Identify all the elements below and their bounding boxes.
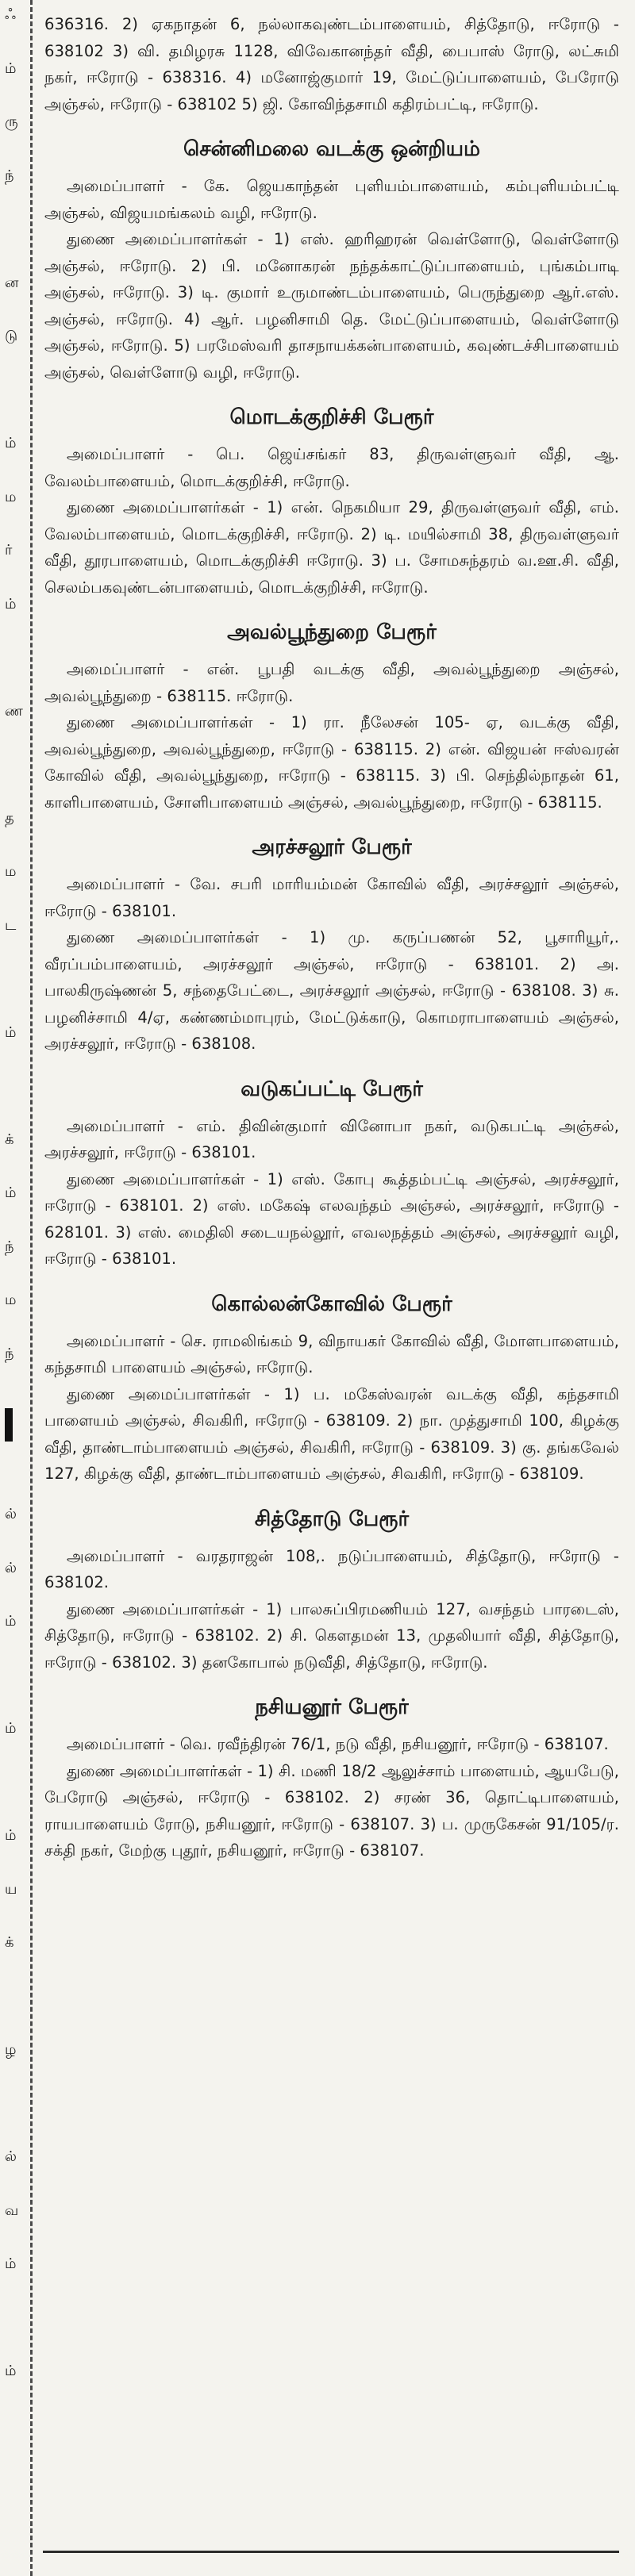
left-column-fragment: ரு bbox=[5, 113, 18, 130]
section-heading: அரச்சலூர் பேரூர் bbox=[252, 835, 412, 859]
left-column-fragment: ல் bbox=[5, 1506, 17, 1522]
left-column-fragment: ஃ bbox=[5, 6, 17, 23]
organizer-paragraph: அமைப்பாளர் - கே. ஜெயகாந்தன் புளியம்பாளையம், கம்புளியம்பட்டி அஞ்சல், விஜயமங்கலம் வழி, ஈரோடு. bbox=[44, 177, 619, 222]
left-column-fragment: ம் bbox=[5, 1613, 17, 1630]
section-heading: சென்னிமலை வடக்கு ஒன்றியம் bbox=[183, 137, 480, 161]
left-column-fragment: ம் bbox=[5, 435, 17, 451]
column-marker-bar bbox=[5, 1408, 13, 1442]
left-column-fragment: ட bbox=[5, 916, 17, 934]
section-heading: மொடக்குறிச்சி பேரூர் bbox=[229, 405, 434, 429]
organizer-paragraph: அமைப்பாளர் - வே. சபரி மாரியம்மன் கோவில் வீதி, அரச்சலூர் அஞ்சல், ஈரோடு - 638101. bbox=[44, 875, 619, 920]
left-column-fragment: ல் bbox=[5, 1559, 17, 1576]
left-column-fragment: ம் bbox=[5, 1827, 17, 1844]
left-column-fragment: க் bbox=[5, 1131, 14, 1148]
section-heading: நசியனூர் பேரூர் bbox=[255, 1695, 409, 1719]
adjacent-column-fragments bbox=[0, 0, 33, 2576]
left-column-fragment: ய bbox=[5, 1880, 17, 1898]
organizer-paragraph: அமைப்பாளர் - எம். திவின்குமார் வினோபா நகர், வடுகபட்டி அஞ்சல், அரச்சலூர், ஈரோடு - 638101. bbox=[44, 1116, 619, 1161]
left-column-fragment: ம் bbox=[5, 2363, 17, 2379]
left-column-fragment: ந் bbox=[5, 1238, 14, 1255]
left-column-fragment: வ bbox=[5, 2202, 19, 2219]
left-column-fragment: க் bbox=[5, 1934, 14, 1951]
left-column-fragment: ம bbox=[5, 488, 17, 505]
section-heading: வடுகப்பட்டி பேரூர் bbox=[241, 1077, 423, 1101]
left-column-fragment: ந் bbox=[5, 1345, 14, 1362]
article-column bbox=[44, 11, 619, 2534]
left-column-fragment: ம bbox=[5, 863, 17, 880]
left-column-fragment: ந் bbox=[5, 167, 14, 184]
left-column-fragment: ம் bbox=[5, 60, 17, 77]
left-column-fragment: ம் bbox=[5, 595, 17, 612]
organizer-paragraph: அமைப்பாளர் - என். பூபதி வடக்கு வீதி, அவல்பூந்துறை அஞ்சல், அவல்பூந்துறை - 638115. ஈரோடு. bbox=[44, 660, 619, 705]
section-heading: சித்தோடு பேரூர் bbox=[254, 1507, 410, 1531]
organizer-paragraph: அமைப்பாளர் - பெ. ஜெய்சங்கர் 83, திருவள்ளுவர் வீதி, ஆ. வேலம்பாளையம், மொடக்குறிச்சி, ஈரோடு. bbox=[44, 445, 619, 490]
left-column-fragment: ல் bbox=[5, 2148, 17, 2165]
organizer-paragraph: அமைப்பாளர் - செ. ராமலிங்கம் 9, விநாயகர் கோவில் வீதி, மோளபாளையம், கந்தசாமி பாளையம் அஞ்சல், ஈரோடு. bbox=[44, 1331, 619, 1376]
deputy-organizers-paragraph: துணை அமைப்பாளர்கள் - 1) பாலசுப்பிரமணியம் 127, வசந்தம் பாரடைஸ், சித்தோடு, ஈரோடு - 638102. 2) சி. கௌதமன் 13, முதலியார் வீதி, சித்தோடு, ஈரோடு - 638102. 3) தனகோபால் நடுவீதி, சித்தோடு, ஈரோடு. bbox=[44, 1599, 619, 1672]
left-column-fragment: ம் bbox=[5, 1720, 17, 1737]
left-column-fragment: ன bbox=[5, 274, 19, 291]
left-column-fragment: ழ bbox=[5, 2041, 17, 2058]
section-heading: அவல்பூந்துறை பேரூர் bbox=[227, 620, 437, 644]
left-column-fragment: ர் bbox=[5, 542, 13, 559]
organizer-paragraph: அமைப்பாளர் - வரதராஜன் 108,. நடுப்பாளையம், சித்தோடு, ஈரோடு - 638102. bbox=[44, 1546, 619, 1591]
deputy-organizers-paragraph: துணை அமைப்பாளர்கள் - 1) மு. கருப்பணன் 52, பூசாரியூர்,. வீரப்பம்பாளையம், அரச்சலூர் அஞ்சல், ஈரோடு - 638101. 2) அ. பாலகிருஷ்ணன் 5, சந்தைபேட்டை, அரச்சலூர் அஞ்சல், ஈரோடு - 638108. 3) சு. பழனிச்சாமி 4/ஏ, கண்ணம்மாபுரம், மேட்டுக்காடு, கொமராபாளையம் அஞ்சல், அரச்சலூர், ஈரோடு - 638108. bbox=[44, 928, 619, 1053]
left-column-fragment: ம் bbox=[5, 1184, 17, 1201]
left-column-fragment: ம் bbox=[5, 1023, 17, 1041]
deputy-organizers-paragraph: துணை அமைப்பாளர்கள் - 1) ப. மகேஸ்வரன் வடக்கு வீதி, கந்தசாமி பாளையம் அஞ்சல், சிவகிரி, ஈரோடு - 638109. 2) நா. முத்துசாமி 100, கிழக்கு வீதி, தாண்டாம்பாளையம் அஞ்சல், சிவகிரி, ஈரோடு - 638109. 3) கு. தங்கவேல் 127, கிழக்கு வீதி, தாண்டாம்பாளையம் அஞ்சல், சிவகிரி, ஈரோடு - 638109. bbox=[44, 1384, 619, 1483]
left-column-fragment: ண bbox=[5, 702, 23, 720]
deputy-organizers-paragraph: துணை அமைப்பாளர்கள் - 1) எஸ். கோபு கூத்தம்பட்டி அஞ்சல், அரச்சலூர், ஈரோடு - 638101. 2) எஸ். மகேஷ் எலவந்தம் அஞ்சல், அரச்சலூர், ஈரோடு - 628101. 3) எஸ். மைதிலி சடையநல்லூர், எவலநத்தம் அஞ்சல், அரச்சலூர் வழி, ஈரோடு - 638101. bbox=[44, 1169, 619, 1268]
left-column-fragment: ம bbox=[5, 1292, 17, 1308]
left-column-fragment: த bbox=[5, 809, 14, 827]
section-heading: கொல்லன்கோவில் பேரூர் bbox=[211, 1292, 452, 1316]
deputy-organizers-paragraph: துணை அமைப்பாளர்கள் - 1) சி. மணி 18/2 ஆலுச்சாம் பாளையம், ஆயபேடு, பேரோடு அஞ்சல், ஈரோடு - 638102. 2) சரண் 36, தொட்டிபாளையம், ராயபாளையம் ரோடு, நசியனூர், ஈரோடு - 638107. 3) ப. முருகேசன் 91/105/ர. சக்தி நகர், மேற்கு புதூர், நசியனூர், ஈரோடு - 638107. bbox=[44, 1761, 619, 1860]
organizer-paragraph: அமைப்பாளர் - வெ. ரவீந்திரன் 76/1, நடு வீதி, நசியனூர், ஈரோடு - 638107. bbox=[67, 1735, 609, 1753]
deputy-organizers-paragraph: துணை அமைப்பாளர்கள் - 1) எஸ். ஹரிஹரன் வெள்ளோடு, வெள்ளோடு அஞ்சல், ஈரோடு. 2) பி. மனோகரன் நந்தக்காட்டுப்பாளையம், புங்கம்பாடி அஞ்சல், ஈரோடு. 3) டி. குமார் உருமாண்டம்பாளையம், பெருந்துறை ஆர்.எஸ். அஞ்சல், ஈரோடு. 4) ஆர். பழனிசாமி தெ. மேட்டுப்பாளையம், வெள்ளோடு அஞ்சல், ஈரோடு. 5) பரமேஸ்வரி தாசநாயக்கன்பாளையம், கவுண்டச்சிபாளையம் அஞ்சல், வெள்ளோடு வழி, ஈரோடு. bbox=[44, 230, 619, 382]
deputy-organizers-paragraph: துணை அமைப்பாளர்கள் - 1) ரா. நீலேசன் 105- ஏ, வடக்கு வீதி, அவல்பூந்துறை, அவல்பூந்துறை, ஈரோடு - 638115. 2) என். விஜயன் ஈஸ்வரன் கோவில் வீதி, அவல்பூந்துறை, ஈரோடு - 638115. 3) பி. செந்தில்நாதன் 61, காளிபாளையம், சோளிபாளையம் அஞ்சல், அவல்பூந்துறை, ஈரோடு - 638115. bbox=[44, 713, 619, 812]
deputy-organizers-paragraph: துணை அமைப்பாளர்கள் - 1) என். நெகமியா 29, திருவள்ளுவர் வீதி, எம். வேலம்பாளையம், மொடக்குறிச்சி, ஈரோடு. 2) டி. மயில்சாமி 38, திருவள்ளுவர் வீதி, தூரபாளையம், மொடக்குறிச்சி ஈரோடு. 3) ப. சோமசுந்தரம் வ.ஊ.சி. வீதி, செலம்பகவுண்டன்பாளையம், மொடக்குறிச்சி, ஈரோடு. bbox=[44, 498, 619, 597]
left-column-fragment: ம் bbox=[5, 2255, 17, 2272]
bottom-divider bbox=[43, 2551, 619, 2553]
continued-paragraph: 636316. 2) ஏகநாதன் 6, நல்லாகவுண்டம்பாளையம், சித்தோடு, ஈரோடு - 638102 3) வி. தமிழரசு 1128, விவேகானந்தர் வீதி, பைபாஸ் ரோடு, லட்சுமி நகர், ஈரோடு - 638316. 4) மனோஜ்குமார் 19, மேட்டுப்பாளையம், பேரோடு அஞ்சல், ஈரோடு - 638102 5) ஜி. கோவிந்தசாமி கதிரம்பட்டி, ஈரோடு. bbox=[44, 15, 619, 113]
left-column-fragment: டு bbox=[5, 328, 18, 344]
